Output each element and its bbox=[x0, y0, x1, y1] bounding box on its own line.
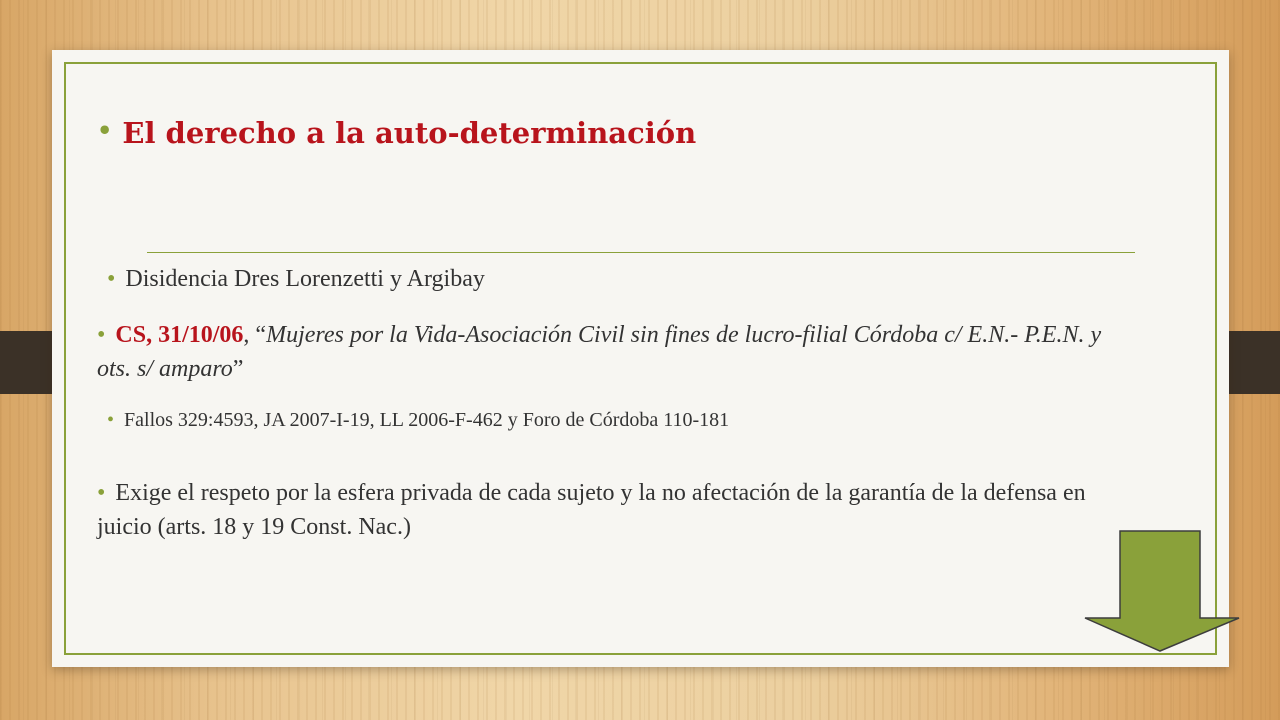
requirement-text: Exige el respeto por la esfera privada de cada sujeto y la no afectación de la garantía de la defensa en juicio (arts. 18 y 19 Const. Nac.) bbox=[97, 480, 1086, 540]
bullet-case bbox=[97, 318, 1137, 386]
slide-card bbox=[52, 50, 1229, 667]
bullet-dot: • bbox=[107, 266, 116, 292]
case-separator: , “ bbox=[243, 322, 267, 348]
citations-text: Fallos 329:4593, JA 2007-I-19, LL 2006-F-462 y Foro de Córdoba 110-181 bbox=[124, 409, 730, 431]
bullet-dot: • bbox=[97, 322, 106, 348]
case-close-quote: ” bbox=[232, 356, 244, 382]
bullet-citations bbox=[107, 403, 729, 437]
dissent-text: Disidencia Dres Lorenzetti y Argibay bbox=[125, 266, 485, 292]
bullet-dot: • bbox=[97, 116, 113, 145]
slide-title bbox=[97, 116, 696, 150]
title-divider bbox=[147, 252, 1135, 253]
slide-title-text: El derecho a la auto-determinación bbox=[122, 116, 697, 150]
bullet-requirement bbox=[97, 476, 1137, 544]
case-citation-date: CS, 31/10/06 bbox=[115, 322, 244, 348]
bullet-dissent bbox=[107, 262, 485, 296]
bullet-dot: • bbox=[107, 409, 115, 431]
down-arrow-icon[interactable] bbox=[1082, 530, 1242, 652]
bullet-dot: • bbox=[97, 480, 106, 506]
case-title: Mujeres por la Vida-Asociación Civil sin fines de lucro-filial Córdoba c/ E.N.- P.E.N. y ots. s/ amparo bbox=[97, 322, 1102, 382]
